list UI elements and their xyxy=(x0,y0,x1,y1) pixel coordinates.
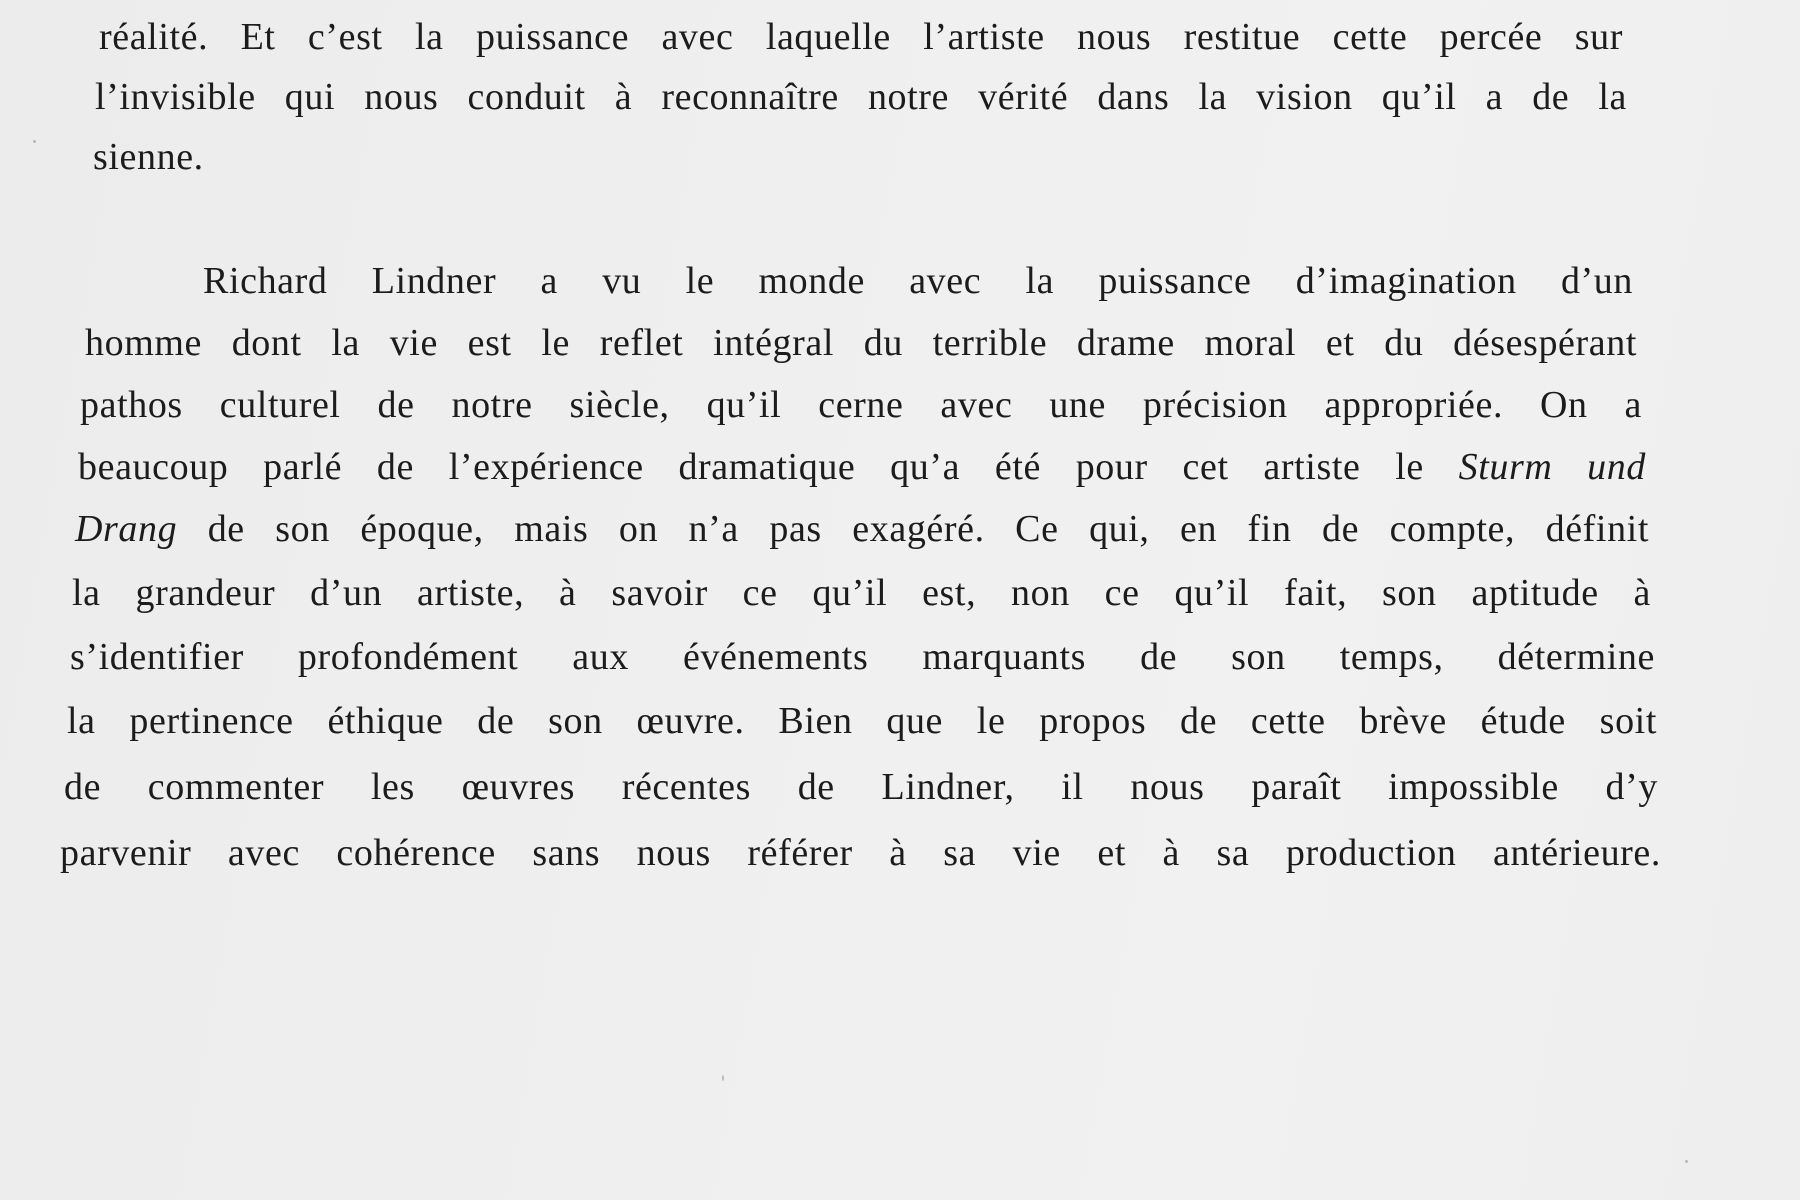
paragraph-2-line-5-text: de son époque, mais on n’a pas exagéré. Ce qui, en fin de compte, définit xyxy=(177,508,1649,550)
paper-speck xyxy=(722,1075,724,1081)
paragraph-2-line-3: pathos culturel de notre siècle, qu’il cerne avec une précision appropriée. On a xyxy=(80,384,1642,426)
paragraph-2-line-2: homme dont la vie est le reflet intégral du terrible drame moral et du désespérant xyxy=(85,322,1637,364)
paragraph-2-line-5 xyxy=(75,510,1649,548)
paragraph-2-line-6: la grandeur d’un artiste, à savoir ce qu’il est, non ce qu’il fait, son aptitude à xyxy=(72,572,1651,614)
paragraph-1-line-2: l’invisible qui nous conduit à reconnaître notre vérité dans la vision qu’il a de la xyxy=(95,76,1627,118)
paragraph-1-line-3: sienne. xyxy=(93,136,204,178)
paragraph-2-line-9: de commenter les œuvres récentes de Lindner, il nous paraît impossible d’y xyxy=(64,766,1658,808)
drang-italic: Drang xyxy=(75,508,178,550)
sturm-und-drang-italic: Sturm und xyxy=(1458,446,1646,488)
paper-speck xyxy=(33,140,36,143)
paragraph-2-line-4 xyxy=(78,448,1646,486)
paragraph-2-line-1: Richard Lindner a vu le monde avec la puissance d’imagination d’un xyxy=(203,260,1633,302)
paragraph-2-line-7: s’identifier profondément aux événements marquants de son temps, détermine xyxy=(70,636,1655,678)
paragraph-2-line-8: la pertinence éthique de son œuvre. Bien que le propos de cette brève étude soit xyxy=(67,700,1657,742)
paper-speck xyxy=(1685,1160,1688,1163)
paragraph-2-line-4-text: beaucoup parlé de l’expérience dramatique qu’a été pour cet artiste le xyxy=(78,446,1459,488)
paragraph-2-line-10: parvenir avec cohérence sans nous référer à sa vie et à sa production antérieure. xyxy=(60,832,1661,874)
paragraph-1-line-1: réalité. Et c’est la puissance avec laquelle l’artiste nous restitue cette percée sur xyxy=(99,16,1623,58)
